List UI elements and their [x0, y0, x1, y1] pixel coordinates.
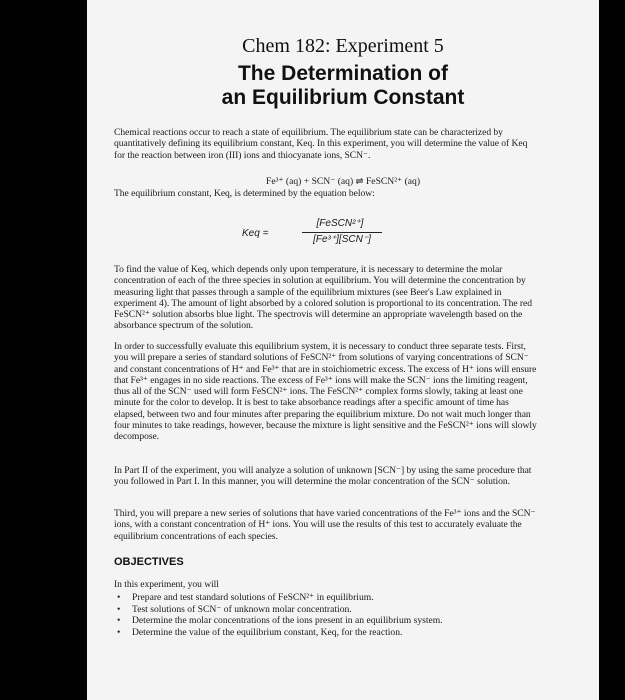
list-item: • Determine the molar concentrations of the ions present in an equilibrium system. [117, 615, 443, 626]
reaction-equation: Fe³⁺ (aq) + SCN⁻ (aq) ⇌ FeSCN²⁺ (aq) [265, 176, 421, 187]
list-item: • Prepare and test standard solutions of FeSCN²⁺ in equilibrium. [117, 592, 374, 603]
document-page [87, 0, 599, 700]
bullet-icon: • [117, 592, 121, 603]
formula-numerator: [FeSCN²⁺] [316, 218, 364, 229]
objectives-lead: In this experiment, you will [114, 579, 219, 590]
bullet-icon: • [117, 615, 121, 626]
paragraph-2: In order to successfully evaluate this equilibrium system, it is necessary to conduct three separate tests. First, you will prepare a series of standard solutions of FeSCN²⁺ from solutions of varying concentrations of SCN⁻ and constant concentrations of H⁺ and Fe³⁺ that are in stoichiometric excess. The excess of H⁺ ions will ensure that Fe³⁺ engages in no side reactions. The excess of Fe³⁺ ions will make the SCN⁻ ions the limiting reagent, thus all of the SCN⁻ used will form FeSCN²⁺ ions. The FeSCN²⁺ complex forms slowly, taking at least one minute for the color to develop. It is best to take absorbance readings after a specific amount of time has elapsed, between two and four minutes after preparing the equilibrium mixture. Do not wait much longer than four minutes to take readings, however, because the mixture is light sensitive and the FeSCN²⁺ ions will slowly decompose. [114, 341, 537, 443]
fraction-bar [302, 232, 382, 233]
experiment-title [87, 62, 599, 110]
title-line-1: The Determination of [237, 62, 448, 85]
formula-lhs: Keq = [242, 228, 269, 239]
formula-denominator: [Fe³⁺][SCN⁻] [313, 234, 371, 245]
objectives-list [114, 592, 443, 638]
bullet-icon: • [117, 626, 121, 638]
list-item: • Test solutions of SCN⁻ of unknown molar concentration. [117, 603, 352, 615]
keq-statement: The equilibrium constant, Keq, is determined by the equation below: [114, 188, 375, 199]
paragraph-3: In Part II of the experiment, you will analyze a solution of unknown [SCN⁻] by using the same procedure that you followed in Part I. In this manner, you will determine the molar concentration of the SCN⁻ solution. [114, 465, 532, 488]
paragraph-4: Third, you will prepare a new series of solutions that have varied concentrations of the Fe³⁺ ions and the SCN⁻ ions, with a constant concentration of H⁺ ions. You will use the results of this test to accurately evaluate the equilibrium concentrations of each species. [114, 508, 536, 542]
course-title: Chem 182: Experiment 5 [242, 35, 444, 57]
paragraph-1: To find the value of Keq, which depends only upon temperature, it is necessary to determine the molar concentration of each of the three species in solution at equilibrium. You will determine the concentration by measuring light that passes through a sample of the equilibrium mixtures (see Beer's Law explained in experiment 4). The amount of light absorbed by a colored solution is proportional to its concentration. The red FeSCN²⁺ solution absorbs blue light. The spectrovis will determine an appropriate wavelength based on the absorbance spectrum of the solution. [114, 264, 532, 332]
bullet-icon: • [117, 603, 121, 615]
list-item: • Determine the value of the equilibrium constant, Keq, for the reaction. [117, 626, 403, 638]
title-line-2: an Equilibrium Constant [221, 86, 465, 109]
objectives-heading: OBJECTIVES [114, 556, 184, 568]
intro-paragraph: Chemical reactions occur to reach a state of equilibrium. The equilibrium state can be characterized by quantitatively defining its equilibrium constant, Keq. In this experiment, you will determine the value of Keq for the reaction between iron (III) ions and thiocyanate ions, SCN⁻. [114, 127, 528, 161]
